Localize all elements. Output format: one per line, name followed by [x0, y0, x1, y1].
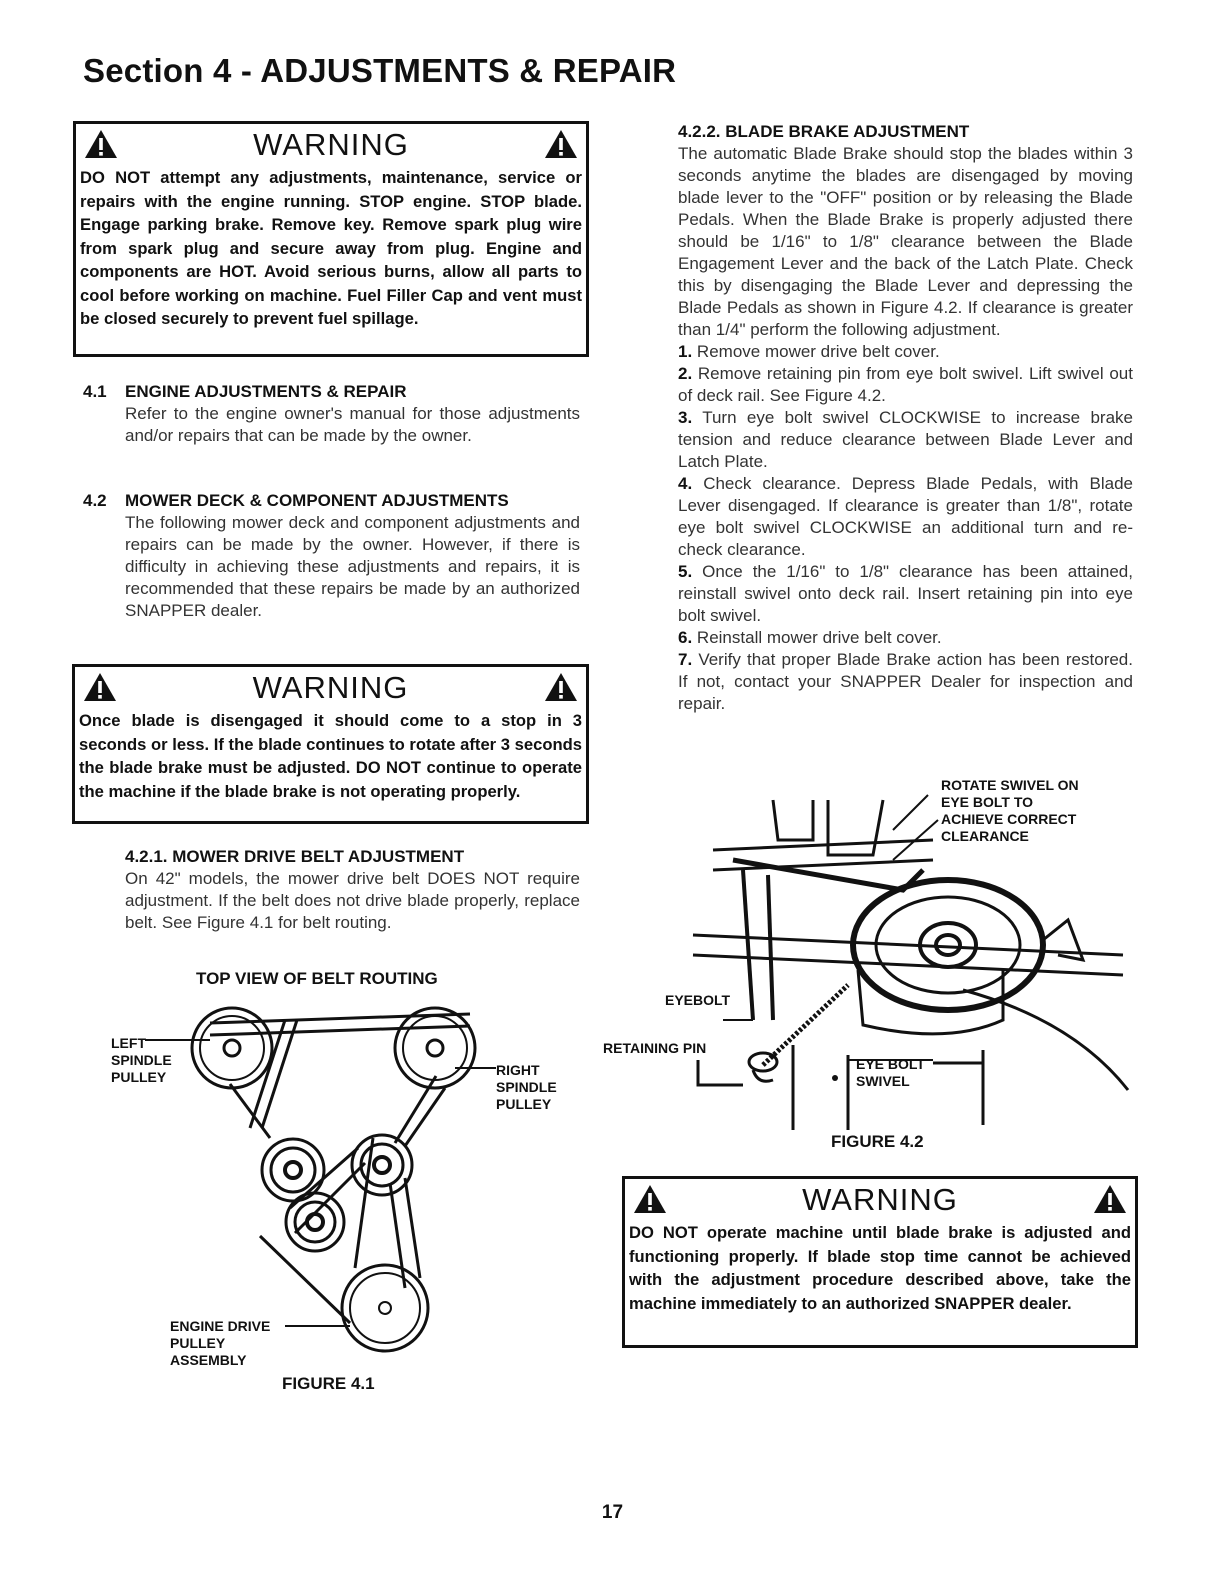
section-text: On 42" models, the mower drive belt DOES NOT require adjustment. If the belt does not drive blade properly, replace belt. See Figure 4.1 for belt routing.: [125, 869, 580, 932]
warning-heading: WARNING: [802, 1182, 958, 1217]
rotate-swivel-label: ROTATE SWIVEL ON EYE BOLT TO ACHIEVE CORRECT CLEARANCE: [941, 777, 1079, 844]
warning-text: DO NOT attempt any adjustments, maintenance, service or repairs with the engine running. STOP engine. STOP blade. Engage parking brake. Remove key. Remove spark plug wire from spark plug and secure away from plug. Engine and components are HOT. Avoid serious burns, allow all parts to cool before working on machine. Fuel Filler Cap and vent must be closed securely to prevent fuel spillage.: [80, 168, 582, 328]
section-heading: ENGINE ADJUSTMENTS & REPAIR: [125, 382, 407, 401]
warning-triangle-icon: [544, 672, 578, 702]
page-title: Section 4 - ADJUSTMENTS & REPAIR: [83, 52, 677, 89]
figure-caption: FIGURE 4.2: [831, 1132, 924, 1151]
section-intro: The automatic Blade Brake should stop the blades within 3 seconds anytime the blades are disengaged by moving blade lever to the "OFF" position or by releasing the Blade Pedals. When the Blade Brake is properly adjusted there should be 1/16" to 1/8" clearance between the Blade Engagement Lever and the back of the Latch Plate. Check this by disengaging the Blade Lever and depressing the Blade Pedals as shown in Figure 4.2. If clearance is greater than 1/4" perform the following adjustment.: [678, 144, 1133, 339]
warning-heading: WARNING: [253, 127, 409, 162]
step-item: 1. Remove mower drive belt cover.: [678, 342, 940, 361]
warning-triangle-icon: [1093, 1184, 1127, 1214]
warning-box-do-not-operate: [622, 1176, 1138, 1348]
eye-bolt-swivel-label: EYE BOLT SWIVEL: [856, 1056, 925, 1089]
figure-caption: FIGURE 4.1: [282, 1374, 375, 1393]
section-4-2-2: [678, 121, 1133, 715]
section-text: The following mower deck and component adjustments and repairs can be made by the owner. However, if there is difficulty in achieving these adjustments and repairs, it is recommended that these repairs be made by an authorized SNAPPER dealer.: [125, 513, 580, 620]
warning-text: Once blade is disengaged it should come to a stop in 3 seconds or less. If the blade continues to rotate after 3 seconds the blade brake must be adjusted. DO NOT continue to operate the machine if the blade brake is not operating properly.: [79, 711, 582, 801]
left-spindle-pulley: [192, 1008, 272, 1088]
figure-title: TOP VIEW OF BELT ROUTING: [196, 969, 438, 988]
step-item: 5. Once the 1/16" to 1/8" clearance has been attained, reinstall swivel onto deck rail. Insert retaining pin into eye bolt swivel.: [678, 562, 1133, 625]
warning-box-blade-stop: [72, 664, 589, 824]
engine-drive-label: ENGINE DRIVE PULLEY ASSEMBLY: [170, 1318, 271, 1368]
page-number: 17: [601, 1502, 624, 1523]
warning-heading: WARNING: [252, 670, 409, 705]
step-item: 6. Reinstall mower drive belt cover.: [678, 628, 942, 647]
step-item: 7. Verify that proper Blade Brake action has been restored. If not, contact your SNAPPER Dealer for inspection and repair.: [678, 650, 1133, 713]
retaining-pin-label: RETAINING PIN: [603, 1040, 707, 1056]
section-4-2: [83, 490, 580, 622]
eyebolt-label: EYEBOLT: [665, 992, 731, 1008]
step-item: 4. Check clearance. Depress Blade Pedals, with Blade Lever disengaged. If clearance is greater than 1/8", rotate eye bolt swivel CLOCKWISE an additional turn and re-check clearance.: [678, 474, 1133, 559]
section-heading: 4.2.2. BLADE BRAKE ADJUSTMENT: [678, 122, 970, 141]
warning-box-general: [73, 121, 589, 357]
warning-triangle-icon: [544, 129, 578, 159]
section-number: 4.2: [83, 491, 107, 510]
figure-4-2: [603, 760, 1143, 1160]
step-item: 3. Turn eye bolt swivel CLOCKWISE to increase brake tension and reduce clearance between Blade Lever and Latch Plate.: [678, 408, 1133, 471]
figure-4-1: [100, 968, 590, 1398]
section-4-2-1: [125, 846, 580, 934]
warning-text: DO NOT operate machine until blade brake is adjusted and functioning properly. If blade stop time cannot be achieved with the adjustment procedure described above, take the machine immediately to an authorized SNAPPER dealer.: [629, 1223, 1131, 1313]
section-heading: MOWER DECK & COMPONENT ADJUSTMENTS: [125, 491, 509, 510]
section-text: Refer to the engine owner's manual for those adjustments and/or repairs that can be made by the owner.: [125, 404, 580, 445]
right-spindle-label: RIGHT SPINDLE PULLEY: [496, 1062, 557, 1112]
section-4-1: [83, 381, 580, 447]
step-item: 2. Remove retaining pin from eye bolt swivel. Lift swivel out of deck rail. See Figure 4.2.: [678, 364, 1133, 405]
left-spindle-label: LEFT SPINDLE PULLEY: [111, 1035, 172, 1085]
section-number: 4.1: [83, 382, 107, 401]
section-heading: 4.2.1. MOWER DRIVE BELT ADJUSTMENT: [125, 847, 465, 866]
engine-drive-pulley: [342, 1265, 428, 1351]
